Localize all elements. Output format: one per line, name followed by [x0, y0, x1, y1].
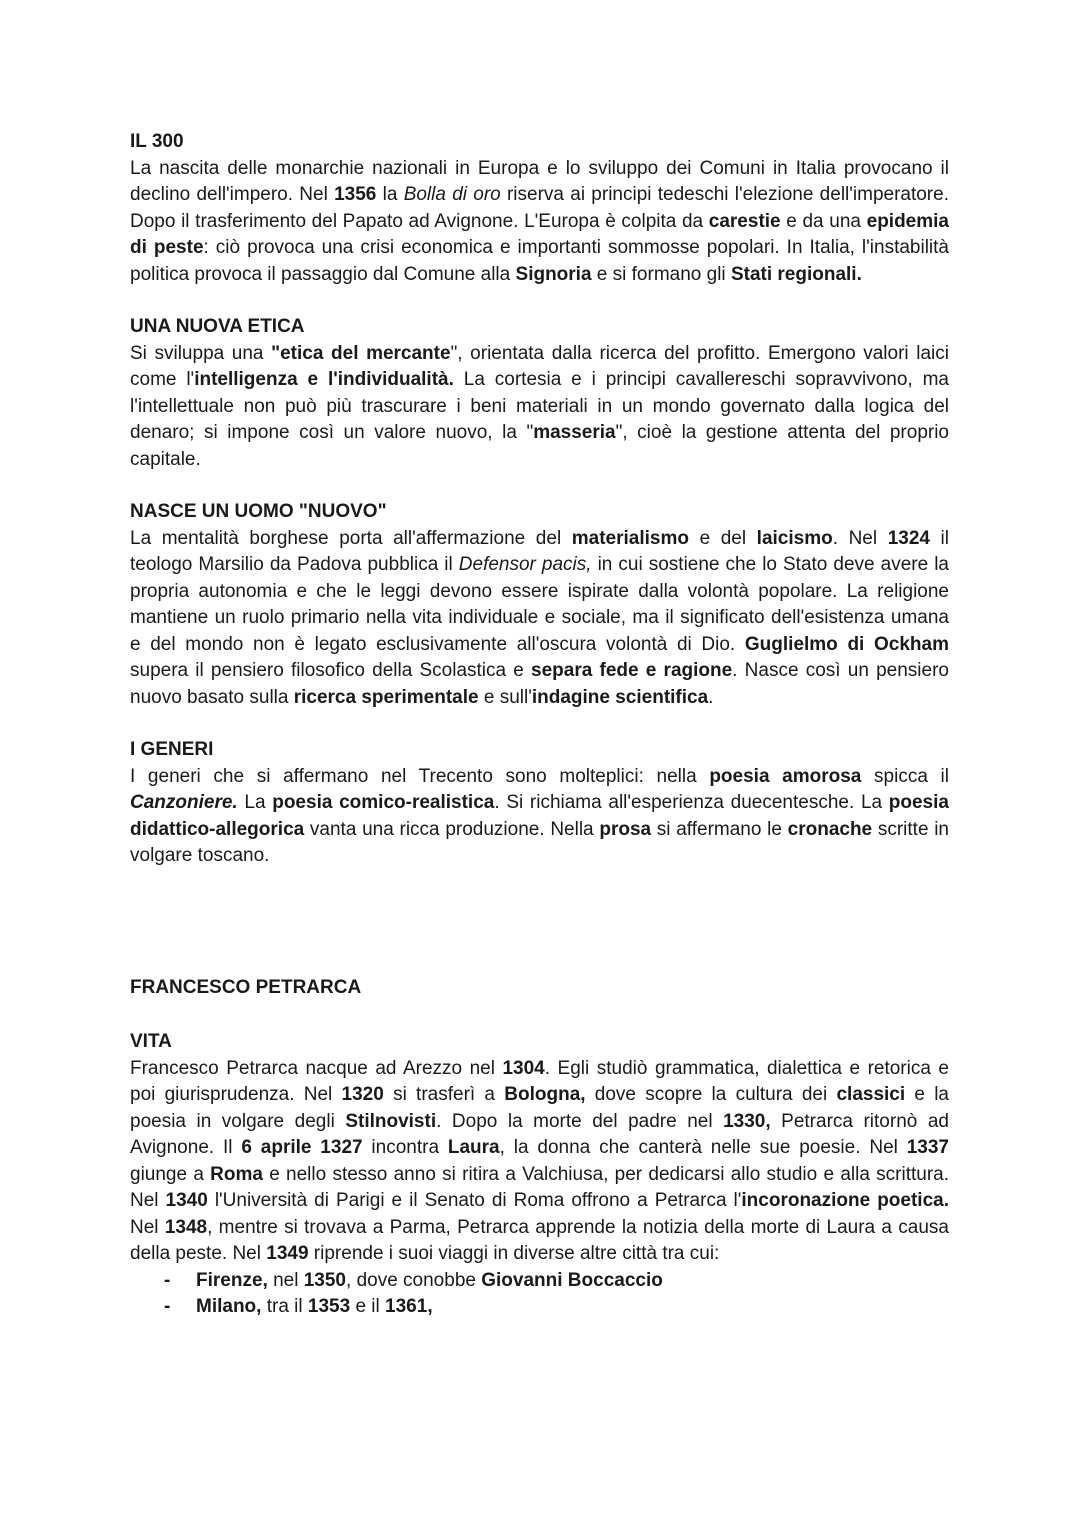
section-paragraph — [130, 764, 949, 870]
emphasis-text: Bolla di oro — [403, 184, 501, 205]
list-item — [130, 1294, 949, 1321]
emphasis-text: Laura — [447, 1137, 500, 1158]
emphasis-text: cronache — [787, 818, 873, 840]
document-page — [130, 129, 949, 1347]
emphasis-text: classici — [836, 1084, 906, 1105]
emphasis-text: intelligenza e l'individualità. — [194, 369, 454, 390]
body-text: e sull' — [478, 686, 532, 708]
emphasis-text: Signoria — [515, 263, 592, 285]
emphasis-text: laicismo — [756, 527, 833, 549]
section-paragraph — [130, 341, 949, 474]
body-text: vanta una ricca produzione. Nella — [304, 818, 600, 840]
body-text: la — [376, 184, 404, 205]
emphasis-text: masseria — [533, 422, 616, 443]
emphasis-text: 1340 — [165, 1190, 208, 1211]
bullet-dash: - — [164, 1296, 171, 1317]
body-text: : ciò provoca una crisi economica e importanti sommosse popolari. In Italia, l'instabilità politica provoca il passaggio dal Comune alla — [130, 237, 949, 285]
emphasis-text: 1350 — [303, 1269, 347, 1291]
body-text: e la poesia in volgare degli — [130, 1084, 950, 1132]
vita-paragraph — [130, 1056, 949, 1268]
section-paragraph — [130, 526, 949, 712]
emphasis-text: 1330, — [723, 1110, 771, 1132]
cities-list — [130, 1268, 949, 1321]
body-text: in cui sostiene che lo Stato deve avere la propria autonomia e che le leggi devono essere ispirate dalla volontà popolare. La religione mantiene un ruolo primario nella vita individuale e sociale, ma il significato dell'esistenza umana e del mondo non è legato esclusivamente all'oscura volontà di Dio. — [130, 554, 949, 655]
emphasis-text: poesia comico-realistica — [272, 792, 495, 813]
body-text: e da una — [780, 210, 867, 232]
list-item — [130, 1268, 949, 1295]
emphasis-text: 1349 — [266, 1243, 309, 1264]
body-text: giunge a — [130, 1163, 211, 1185]
body-text: . Si richiama all'esperienza duecentesche. La — [494, 792, 889, 813]
emphasis-text: Firenze, — [196, 1269, 268, 1291]
body-text: spicca il — [861, 765, 950, 787]
section-spacer — [130, 896, 949, 975]
emphasis-text: "etica del mercante — [271, 342, 451, 364]
body-text: e nello stesso anno si ritira a Valchiusa, per dedicarsi allo studio e alla scrittura. Nel — [130, 1163, 949, 1211]
emphasis-text: 1337 — [906, 1137, 949, 1158]
author-section — [130, 975, 949, 1002]
body-text: Si sviluppa una — [130, 342, 272, 364]
vita-section — [130, 1029, 949, 1321]
emphasis-text: 1361, — [385, 1296, 433, 1317]
context-sections — [130, 129, 949, 870]
emphasis-text: Canzoniere. — [130, 792, 238, 813]
emphasis-text: ricerca sperimentale — [293, 686, 479, 708]
section — [130, 499, 949, 711]
emphasis-text: 1304 — [502, 1057, 545, 1079]
body-text: si affermano le — [651, 818, 788, 840]
bullet-dash: - — [164, 1269, 171, 1291]
emphasis-text: 6 aprile 1327 — [241, 1137, 363, 1158]
body-text: l'Università di Parigi e il Senato di Roma offrono a Petrarca l' — [207, 1190, 742, 1211]
emphasis-text: prosa — [599, 818, 652, 840]
section-heading: UNA NUOVA ETICA — [130, 316, 305, 337]
emphasis-text: poesia amorosa — [709, 765, 862, 787]
emphasis-text: Roma — [210, 1163, 263, 1185]
body-text: La — [237, 792, 273, 813]
section — [130, 314, 949, 473]
body-text: Francesco Petrarca nacque ad Arezzo nel — [130, 1057, 503, 1079]
body-text: , mentre si trovava a Parma, Petrarca apprende la notizia della morte di Laura a causa della peste. Nel — [130, 1216, 949, 1264]
body-text: incontra — [362, 1137, 448, 1158]
section-heading: IL 300 — [130, 131, 184, 152]
body-text: e il — [350, 1296, 386, 1317]
emphasis-text: Defensor pacis, — [458, 554, 592, 575]
emphasis-text: separa fede e ragione — [531, 660, 733, 681]
author-heading: FRANCESCO PETRARCA — [130, 976, 362, 998]
body-text: nel — [267, 1269, 304, 1291]
emphasis-text: carestie — [708, 210, 781, 232]
body-text: . — [708, 686, 714, 708]
body-text: scritte in volgare toscano. — [130, 818, 950, 866]
emphasis-text: 1348 — [164, 1216, 208, 1238]
body-text: I generi che si affermano nel Trecento sono molteplici: nella — [130, 765, 710, 787]
body-text: ", orientata dalla ricerca del profitto. Emergono valori laici come l' — [130, 342, 949, 390]
section-heading: I GENERI — [130, 739, 214, 760]
section-heading: NASCE UN UOMO "NUOVO" — [130, 501, 387, 522]
body-text: riserva ai principi tedeschi l'elezione dell'imperatore. Dopo il trasferimento del Papato ad Avignone. L'Europa è colpita da — [130, 184, 949, 232]
emphasis-text: Bologna, — [504, 1084, 586, 1105]
body-text: . Nel — [832, 527, 888, 549]
body-text: , la donna che canterà nelle sue poesie. Nel — [499, 1137, 907, 1158]
emphasis-text: indagine scientifica — [531, 686, 709, 708]
body-text: Nel — [130, 1216, 165, 1238]
body-text: ", cioè la gestione attenta del proprio capitale. — [130, 422, 949, 470]
emphasis-text: 1324 — [887, 527, 930, 549]
emphasis-text: Guglielmo di Ockham — [744, 633, 949, 655]
body-text: La mentalità borghese porta all'affermazione del — [130, 527, 572, 549]
emphasis-text: poesia didattico-allegorica — [130, 792, 949, 840]
emphasis-text: 1353 — [307, 1296, 351, 1317]
vita-heading: VITA — [130, 1031, 172, 1052]
emphasis-text: 1320 — [341, 1084, 384, 1105]
body-text: tra il — [261, 1296, 308, 1317]
body-text: riprende i suoi viaggi in diverse altre città tra cui: — [308, 1243, 720, 1264]
body-text: supera il pensiero filosofico della Scolastica e — [130, 660, 532, 681]
body-text: dove scopre la cultura dei — [585, 1084, 837, 1105]
emphasis-text: Giovanni Boccaccio — [481, 1269, 663, 1291]
body-text: il teologo Marsilio da Padova pubblica il — [130, 527, 949, 575]
section — [130, 737, 949, 870]
emphasis-text: incoronazione poetica. — [741, 1190, 949, 1211]
body-text: . Dopo la morte del padre nel — [436, 1110, 724, 1132]
emphasis-text: epidemia di peste — [130, 210, 949, 258]
emphasis-text: Stati regionali. — [730, 263, 862, 285]
body-text: si trasferì a — [383, 1084, 505, 1105]
body-text: La cortesia e i principi cavallereschi sopravvivono, ma l'intellettuale non può più trascurare i beni materiali in un mondo governato dalla logica del denaro; si impone così un valore nuovo, la " — [130, 369, 949, 443]
emphasis-text: 1356 — [334, 184, 377, 205]
body-text: . Egli studiò grammatica, dialettica e retorica e poi giurisprudenza. Nel — [130, 1057, 949, 1105]
body-text: , dove conobbe — [346, 1269, 482, 1291]
emphasis-text: Milano, — [196, 1296, 262, 1317]
body-text: Petrarca ritornò ad Avignone. Il — [130, 1110, 949, 1158]
emphasis-text: materialismo — [571, 527, 689, 549]
body-text: e si formano gli — [591, 263, 731, 285]
body-text: . Nasce così un pensiero nuovo basato sulla — [130, 660, 949, 708]
section — [130, 129, 949, 288]
section-paragraph — [130, 156, 949, 289]
emphasis-text: Stilnovisti — [345, 1110, 437, 1132]
body-text: La nascita delle monarchie nazionali in Europa e lo sviluppo dei Comuni in Italia provocano il declino dell'impero. Nel — [130, 157, 949, 205]
body-text: e del — [688, 527, 757, 549]
